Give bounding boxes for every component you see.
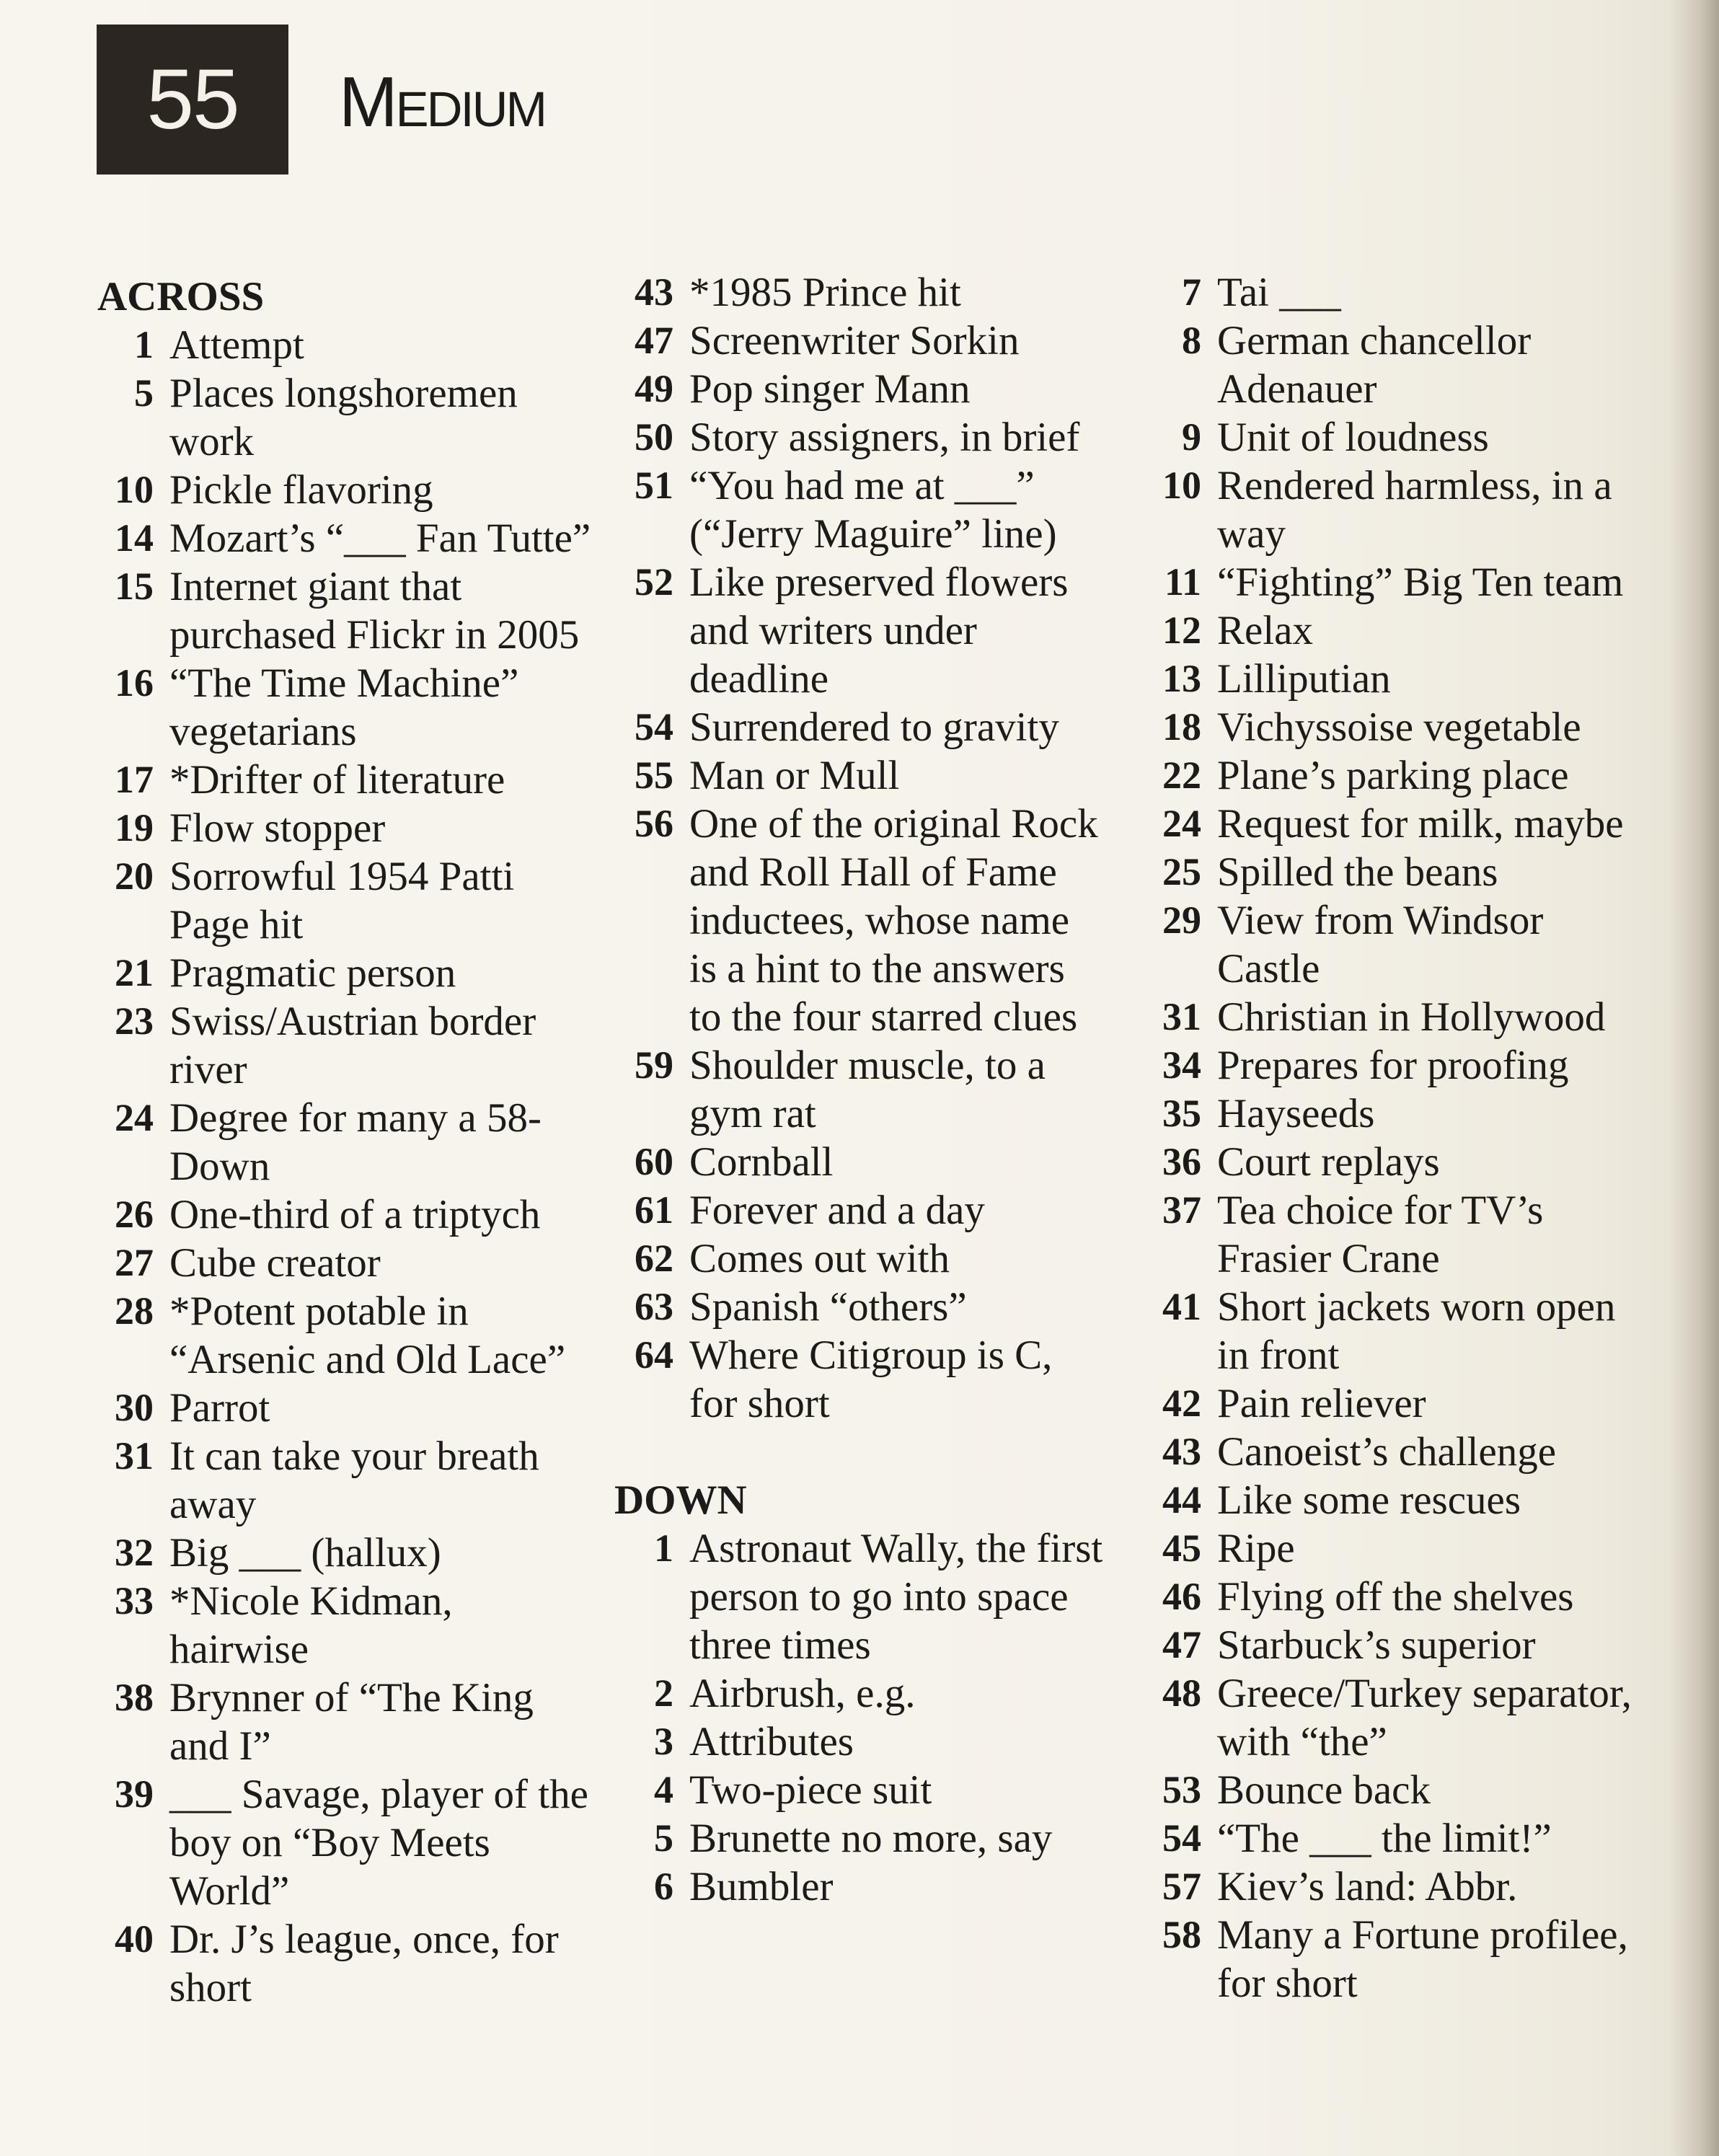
clue-number: 16 <box>115 661 154 704</box>
clue-text: Ripe <box>1217 1526 1295 1571</box>
clue-text: “Fighting” Big Ten team <box>1217 560 1624 605</box>
clue-text: *Drifter of literature <box>169 757 505 803</box>
clue-number: 9 <box>1182 415 1201 459</box>
clue-text: Like preserved flowers and writers under deadline <box>689 560 1069 702</box>
clue-number: 20 <box>115 854 154 898</box>
clue-item <box>97 321 595 369</box>
clue-text: Where Citigroup is C, for short <box>689 1333 1053 1426</box>
clue-number: 24 <box>1162 802 1201 845</box>
clue-item <box>97 852 595 949</box>
clue-text: ___ Savage, player of the boy on “Boy Meets World” <box>169 1772 588 1914</box>
clue-item <box>1138 800 1635 848</box>
clue-number: 1 <box>654 1527 673 1570</box>
clue-item <box>614 800 1105 1041</box>
clue-text: Pain reliever <box>1217 1381 1426 1426</box>
clue-item <box>614 1766 1105 1814</box>
clue-text: Vichyssoise vegetable <box>1217 704 1581 750</box>
clue-item <box>97 659 595 756</box>
clue-text: Sorrowful 1954 Patti Page hit <box>169 854 515 947</box>
clue-text: Tea choice for TV’s Frasier Crane <box>1217 1188 1544 1281</box>
clue-text: Pop singer Mann <box>689 366 971 412</box>
clue-number: 37 <box>1162 1188 1201 1232</box>
clue-number: 21 <box>115 951 154 994</box>
clue-text: Degree for many a 58-Down <box>169 1095 542 1189</box>
clue-number: 35 <box>1162 1092 1201 1135</box>
clue-text: Many a Fortune profilee, for short <box>1217 1912 1628 2006</box>
clue-number: 3 <box>654 1720 673 1763</box>
clue-item <box>614 1186 1105 1234</box>
clue-number: 39 <box>115 1772 154 1816</box>
clue-item <box>1138 993 1635 1041</box>
clue-item <box>97 804 595 852</box>
clue-text: Internet giant that purchased Flickr in 2005 <box>169 564 580 658</box>
clue-text: “The Time Machine” vegetarians <box>169 661 519 754</box>
clue-item <box>1138 1573 1635 1621</box>
clue-text: Attempt <box>169 322 304 368</box>
clue-number: 62 <box>635 1237 673 1280</box>
clue-text: Starbuck’s superior <box>1217 1622 1536 1668</box>
clue-item <box>1138 1621 1635 1669</box>
clue-text: Surrendered to gravity <box>689 704 1059 750</box>
clue-text: Story assigners, in brief <box>689 415 1080 460</box>
clue-item <box>614 1138 1105 1186</box>
clue-text: Spilled the beans <box>1217 849 1498 895</box>
clue-number: 2 <box>654 1671 673 1715</box>
clue-number: 54 <box>635 705 673 748</box>
clue-item <box>97 562 595 659</box>
clue-item <box>614 751 1105 800</box>
clue-text: Unit of loudness <box>1217 415 1489 460</box>
clue-item <box>97 1770 595 1915</box>
clue-number: 11 <box>1164 560 1201 604</box>
clue-item <box>1138 558 1635 606</box>
clue-text: Forever and a day <box>689 1188 985 1233</box>
clue-item <box>614 317 1105 365</box>
clue-number: 63 <box>635 1285 673 1328</box>
clue-number: 24 <box>115 1096 154 1139</box>
clue-item <box>97 1287 595 1384</box>
clue-item <box>614 413 1105 461</box>
clue-number: 30 <box>115 1386 154 1429</box>
down-heading: DOWN <box>614 1477 747 1523</box>
clue-number: 22 <box>1162 754 1201 797</box>
clue-number: 60 <box>635 1140 673 1183</box>
clue-number: 50 <box>635 415 673 459</box>
clue-number: 19 <box>115 806 154 849</box>
clue-text: Big ___ (hallux) <box>169 1530 441 1576</box>
clue-number: 5 <box>134 371 154 415</box>
clue-item <box>614 1669 1105 1718</box>
clue-text: Bumbler <box>689 1864 834 1909</box>
clue-number: 26 <box>115 1193 154 1236</box>
clue-text: Brunette no more, say <box>689 1816 1053 1861</box>
clue-text: One of the original Rock and Roll Hall of Fame inductees, whose name is a hint to the answers to the four starred clues <box>689 801 1098 1040</box>
difficulty-label: Medium <box>339 62 545 141</box>
clue-number: 49 <box>635 367 673 410</box>
clue-text: Spanish “others” <box>689 1284 967 1330</box>
clue-number: 43 <box>635 270 673 314</box>
clue-item <box>97 369 595 466</box>
clue-item <box>1138 896 1635 993</box>
clue-number: 8 <box>1182 319 1201 362</box>
clue-text: *Nicole Kidman, hairwise <box>169 1578 453 1672</box>
clue-item <box>97 466 595 514</box>
clue-item <box>614 1283 1105 1331</box>
across-clue-list-continued <box>614 268 1105 1428</box>
clue-item <box>614 1041 1105 1138</box>
clue-item <box>1138 751 1635 800</box>
clue-number: 43 <box>1162 1430 1201 1473</box>
clue-text: View from Windsor Castle <box>1217 898 1544 991</box>
clue-number: 1 <box>134 323 154 366</box>
clue-number: 28 <box>115 1289 154 1333</box>
clue-item <box>1138 1524 1635 1573</box>
clue-item <box>614 268 1105 317</box>
clue-text: Astronaut Wally, the first person to go into space three times <box>689 1526 1103 1668</box>
clue-number: 31 <box>115 1434 154 1477</box>
clue-item <box>97 1432 595 1529</box>
clue-text: Short jackets worn open in front <box>1217 1284 1616 1378</box>
clue-text: Christian in Hollywood <box>1217 994 1606 1040</box>
clue-text: German chancellor Adenauer <box>1217 318 1532 412</box>
clue-text: Kiev’s land: Abbr. <box>1217 1864 1518 1909</box>
clue-text: “You had me at ___” (“Jerry Maguire” line) <box>689 463 1057 557</box>
clue-item <box>1138 1379 1635 1428</box>
down-clue-list <box>614 1524 1105 1911</box>
clue-item <box>614 1814 1105 1863</box>
clue-item <box>97 1384 595 1432</box>
clue-item <box>1138 1476 1635 1524</box>
clue-number: 29 <box>1162 898 1201 942</box>
clue-item <box>97 1529 595 1577</box>
clue-item <box>1138 1911 1635 2007</box>
clue-item <box>1138 1041 1635 1090</box>
clue-number: 27 <box>115 1241 154 1284</box>
clue-number: 61 <box>635 1188 673 1232</box>
clue-text: Attributes <box>689 1719 854 1764</box>
clue-item <box>1138 703 1635 751</box>
clue-text: Man or Mull <box>689 753 900 798</box>
clue-item <box>1138 268 1635 317</box>
clue-number: 25 <box>1162 850 1201 893</box>
clue-text: Two-piece suit <box>689 1767 932 1813</box>
clue-item <box>1138 1283 1635 1379</box>
clue-number: 40 <box>115 1917 154 1961</box>
clue-item <box>614 1234 1105 1283</box>
clue-number: 5 <box>654 1816 673 1860</box>
clue-text: Rendered harmless, in a way <box>1217 463 1612 557</box>
clue-number: 58 <box>1162 1913 1201 1956</box>
clue-item <box>97 1915 595 2012</box>
clue-item <box>1138 1766 1635 1814</box>
puzzle-number-box <box>97 25 288 174</box>
clue-item <box>1138 1863 1635 1911</box>
clue-text: Bounce back <box>1217 1767 1431 1813</box>
clue-number: 10 <box>1162 464 1201 507</box>
clue-number: 53 <box>1162 1768 1201 1811</box>
clue-number: 64 <box>635 1333 673 1377</box>
clue-item <box>1138 1428 1635 1476</box>
clue-item <box>614 1524 1105 1669</box>
clue-item <box>1138 1186 1635 1283</box>
clue-number: 15 <box>115 565 154 608</box>
clue-text: Screenwriter Sorkin <box>689 318 1020 363</box>
clue-text: Hayseeds <box>1217 1091 1375 1136</box>
clue-item <box>1138 848 1635 896</box>
clue-item <box>1138 461 1635 558</box>
clue-number: 52 <box>635 560 673 604</box>
clue-text: Cube creator <box>169 1240 381 1286</box>
clue-item <box>97 1674 595 1770</box>
clue-item <box>1138 655 1635 703</box>
clue-number: 59 <box>635 1043 673 1087</box>
clue-number: 17 <box>115 758 154 801</box>
clue-number: 33 <box>115 1579 154 1622</box>
clue-number: 55 <box>635 754 673 797</box>
clue-text: Flying off the shelves <box>1217 1574 1574 1620</box>
clue-number: 34 <box>1162 1043 1201 1087</box>
across-clue-list <box>97 321 595 2012</box>
clue-item <box>1138 1814 1635 1863</box>
clue-text: It can take your breath away <box>169 1433 539 1527</box>
clue-number: 44 <box>1162 1478 1201 1521</box>
clue-text: One-third of a triptych <box>169 1192 541 1237</box>
clue-text: Court replays <box>1217 1139 1440 1185</box>
clue-text: *Potent potable in “Arsenic and Old Lace” <box>169 1289 566 1382</box>
clue-text: Relax <box>1217 608 1313 653</box>
clue-number: 31 <box>1162 995 1201 1038</box>
clue-number: 14 <box>115 516 154 560</box>
clue-text: Brynner of “The King and I” <box>169 1675 534 1769</box>
clue-number: 10 <box>115 468 154 511</box>
clue-number: 23 <box>115 999 154 1043</box>
clue-text: Parrot <box>169 1385 270 1431</box>
clue-number: 47 <box>1162 1623 1201 1666</box>
clue-number: 41 <box>1162 1285 1201 1328</box>
clue-item <box>614 1863 1105 1911</box>
clue-item <box>1138 1138 1635 1186</box>
clue-number: 7 <box>1182 270 1201 314</box>
clue-text: Flow stopper <box>169 805 386 851</box>
clue-number: 32 <box>115 1531 154 1574</box>
clue-item <box>97 1094 595 1190</box>
clue-item <box>97 1239 595 1287</box>
clue-text: Shoulder muscle, to a gym rat <box>689 1043 1046 1136</box>
puzzle-number: 55 <box>146 52 239 147</box>
clue-item <box>1138 317 1635 413</box>
clue-number: 57 <box>1162 1865 1201 1908</box>
clue-item <box>97 997 595 1094</box>
clue-number: 36 <box>1162 1140 1201 1183</box>
clue-text: Cornball <box>689 1139 834 1185</box>
clue-text: *1985 Prince hit <box>689 270 961 315</box>
across-heading: ACROSS <box>97 274 265 319</box>
clue-number: 45 <box>1162 1527 1201 1570</box>
clue-text: Plane’s parking place <box>1217 753 1569 798</box>
clue-number: 51 <box>635 464 673 507</box>
clue-number: 12 <box>1162 609 1201 652</box>
clue-number: 56 <box>635 802 673 845</box>
clue-text: Request for milk, maybe <box>1217 801 1624 847</box>
clue-text: Places longshoremen work <box>169 371 518 464</box>
clue-number: 48 <box>1162 1671 1201 1715</box>
clue-item <box>614 1718 1105 1766</box>
clue-text: Greece/Turkey separator, with “the” <box>1217 1671 1632 1764</box>
clue-item <box>97 949 595 997</box>
clue-item <box>1138 1090 1635 1138</box>
clue-text: Pragmatic person <box>169 950 456 996</box>
clue-item <box>614 365 1105 413</box>
clue-item <box>614 703 1105 751</box>
clue-text: Mozart’s “___ Fan Tutte” <box>169 516 591 561</box>
column-3 <box>1138 268 1635 2007</box>
clue-item <box>1138 413 1635 461</box>
clue-text: Airbrush, e.g. <box>689 1671 916 1716</box>
clue-number: 38 <box>115 1676 154 1719</box>
clue-item <box>1138 1669 1635 1766</box>
down-clue-list-continued <box>1138 268 1635 2007</box>
clue-text: “The ___ the limit!” <box>1217 1816 1552 1861</box>
column-2 <box>614 268 1105 1911</box>
clue-item <box>614 558 1105 703</box>
clue-item <box>97 514 595 562</box>
clue-text: Dr. J’s league, once, for short <box>169 1917 559 2010</box>
page-edge-shadow <box>1669 0 1719 2156</box>
clue-number: 4 <box>654 1768 673 1811</box>
clue-number: 54 <box>1162 1816 1201 1860</box>
clue-text: Prepares for proofing <box>1217 1043 1569 1088</box>
column-1 <box>97 268 595 2012</box>
clue-item <box>614 1331 1105 1428</box>
clue-text: Comes out with <box>689 1236 950 1281</box>
clue-text: Pickle flavoring <box>169 467 433 513</box>
clue-text: Like some rescues <box>1217 1477 1521 1523</box>
clue-text: Tai ___ <box>1217 270 1341 315</box>
clue-number: 13 <box>1162 657 1201 700</box>
clue-number: 46 <box>1162 1575 1201 1618</box>
clue-number: 6 <box>654 1865 673 1908</box>
clue-item <box>97 1190 595 1239</box>
clue-text: Lilliputian <box>1217 656 1391 702</box>
clue-item <box>97 1577 595 1674</box>
clue-item <box>614 461 1105 558</box>
clue-number: 42 <box>1162 1382 1201 1425</box>
clue-number: 18 <box>1162 705 1201 748</box>
clue-text: Canoeist’s challenge <box>1217 1429 1557 1475</box>
clue-item <box>97 756 595 804</box>
clue-text: Swiss/Austrian border river <box>169 999 536 1092</box>
clue-number: 47 <box>635 319 673 362</box>
clue-item <box>1138 606 1635 655</box>
